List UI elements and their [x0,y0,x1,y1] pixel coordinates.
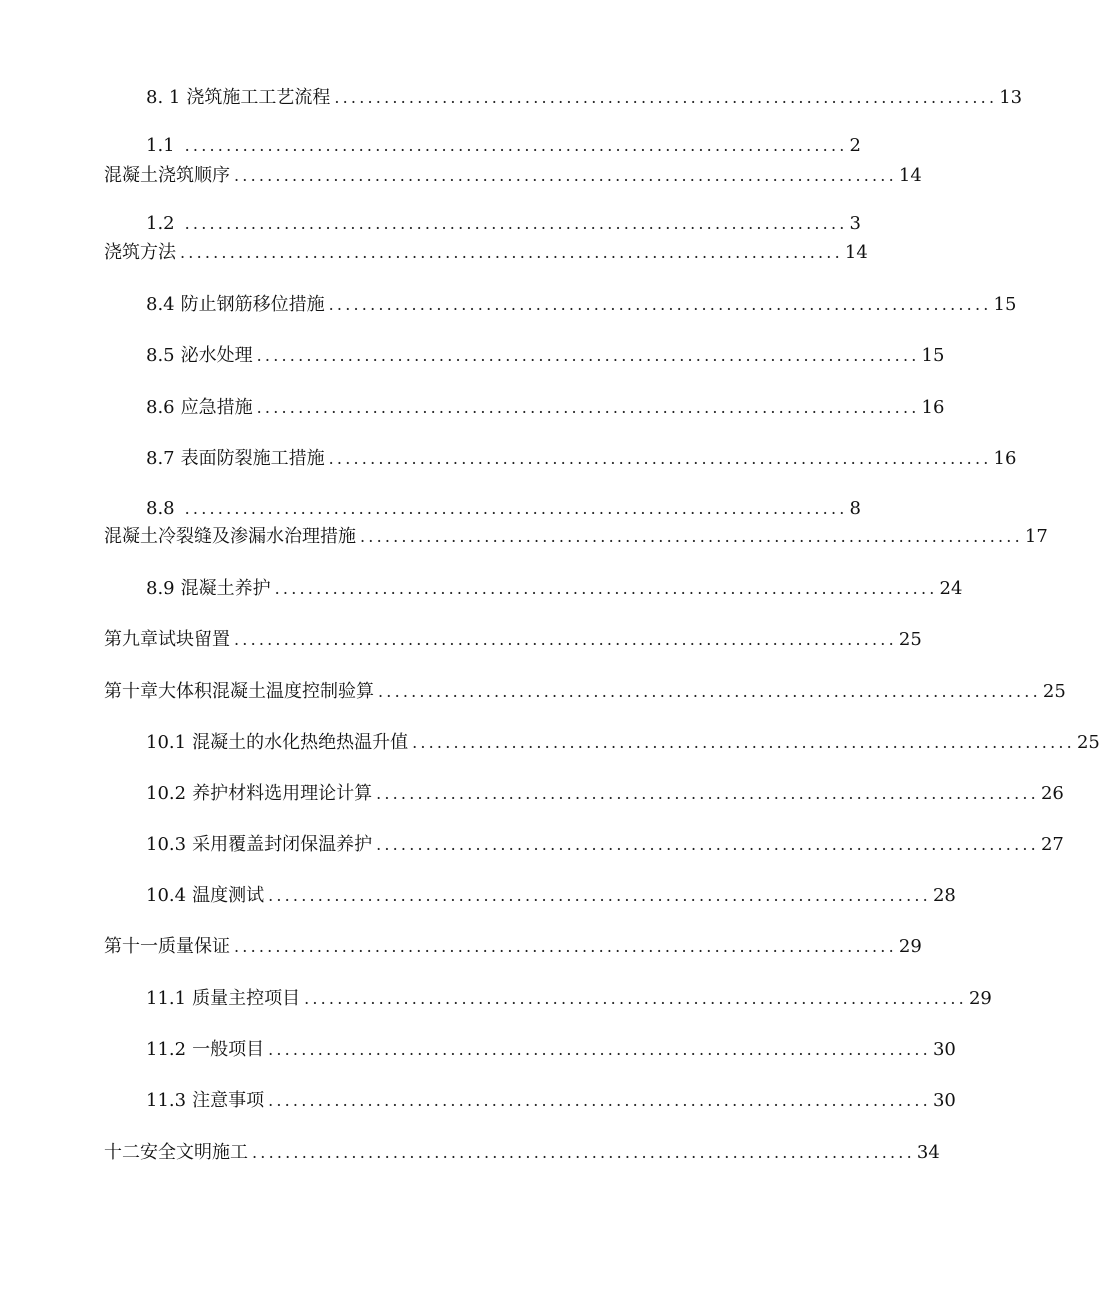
dot-leader: ................................................................................ [252,1143,915,1162]
toc-entry-number: 11.3 [146,1090,187,1111]
toc-entry-number: 10.1 [146,732,187,753]
toc-entry-title: 混凝土冷裂缝及渗漏水治理措施 [104,526,356,547]
toc-entry[interactable] [104,680,1066,704]
toc-entry-page: 13 [999,87,1023,108]
toc-entry-title: 混凝土浇筑顺序 [104,165,230,186]
toc-entry-page: 8 [849,498,861,519]
toc-entry[interactable] [146,833,1064,857]
toc-entry-page: 3 [849,213,861,234]
dot-leader: ................................................................................ [360,527,1023,546]
dot-leader: ................................................................................ [376,835,1039,854]
dot-leader: ................................................................................ [328,295,992,314]
toc-entry[interactable] [104,164,922,188]
toc-entry-number: 10.3 [146,834,187,855]
toc-entry-page: 29 [898,936,922,957]
toc-entry-page: 27 [1040,834,1064,855]
dot-leader: ................................................................................ [412,733,1075,752]
toc-entry-title: 第九章试块留置 [104,629,230,650]
dot-leader: ................................................................................ [274,579,938,598]
toc-entry[interactable] [146,884,956,908]
dot-leader: ................................................................................ [234,937,897,956]
dot-leader: ................................................................................ [268,886,931,905]
toc-entry-title: 第十一质量保证 [104,936,230,957]
toc-entry[interactable] [104,1141,940,1165]
toc-entry[interactable] [146,782,1064,806]
toc-entry-page: 25 [898,629,922,650]
toc-entry-number: 8.7 [146,448,175,469]
toc-entry-number: 8.9 [146,578,175,599]
toc-entry-page: 25 [1042,681,1066,702]
dot-leader: ................................................................................ [184,136,848,155]
toc-entry-title: 浇筑方法 [104,242,176,263]
toc-entry[interactable] [104,525,1048,549]
toc-entry-number: 11.2 [146,1039,187,1060]
toc-entry[interactable] [146,577,963,601]
toc-entry-page: 15 [993,294,1017,315]
toc-entry[interactable] [146,344,945,368]
toc-entry[interactable] [146,987,992,1011]
dot-leader: ................................................................................ [184,499,848,518]
toc-entry-number: 11.1 [146,988,187,1009]
toc-entry-title: 注意事项 [192,1090,265,1111]
toc-entry-title: 应急措施 [180,397,253,418]
dot-leader: ................................................................................ [304,989,967,1008]
dot-leader: ................................................................................ [268,1091,931,1110]
toc-entry-page: 30 [932,1090,956,1111]
toc-entry[interactable] [146,1089,956,1113]
toc-entry[interactable] [146,293,1017,317]
dot-leader: ................................................................................ [184,214,848,233]
dot-leader: ................................................................................ [328,449,992,468]
dot-leader: ................................................................................ [234,166,897,185]
toc-entry[interactable] [146,86,1023,110]
dot-leader: ................................................................................ [378,682,1041,701]
toc-entry-number: 8.8 [146,498,175,519]
toc-entry-title: 防止钢筋移位措施 [180,294,325,315]
toc-entry[interactable] [146,497,861,521]
toc-entry[interactable] [146,212,861,236]
toc-entry-title: 十二安全文明施工 [104,1142,248,1163]
toc-entry-page: 15 [921,345,945,366]
toc-entry-page: 30 [932,1039,956,1060]
toc-entry[interactable] [146,1038,956,1062]
toc-entry-page: 2 [849,135,861,156]
toc-entry-title: 混凝土养护 [180,578,271,599]
toc-entry-page: 17 [1024,526,1048,547]
toc-entry-page: 28 [932,885,956,906]
toc-entry-page: 25 [1076,732,1100,753]
toc-entry-title: 泌水处理 [180,345,253,366]
toc-entry-number: 8.4 [146,294,175,315]
dot-leader: ................................................................................ [268,1040,931,1059]
toc-entry-title: 采用覆盖封闭保温养护 [192,834,373,855]
toc-entry[interactable] [146,396,945,420]
toc-entry-title: 温度测试 [192,885,265,906]
toc-entry[interactable] [146,447,1017,471]
toc-entry[interactable] [104,241,868,265]
toc-entry-title: 浇筑施工工艺流程 [186,87,331,108]
toc-entry-page: 16 [993,448,1017,469]
toc-entry-page: 14 [844,242,868,263]
toc-entry[interactable] [146,134,861,158]
toc-entry-number: 8. 1 [146,87,181,108]
toc-entry-title: 第十章大体积混凝土温度控制验算 [104,681,374,702]
toc-entry-number: 1.2 [146,213,175,234]
toc-entry[interactable] [104,935,922,959]
dot-leader: ................................................................................ [256,398,920,417]
dot-leader: ................................................................................ [376,784,1039,803]
toc-entry-number: 10.4 [146,885,187,906]
toc-entry-title: 表面防裂施工措施 [180,448,325,469]
toc-entry-title: 混凝土的水化热绝热温升值 [192,732,409,753]
toc-entry-page: 26 [1040,783,1064,804]
dot-leader: ................................................................................ [256,346,920,365]
toc-entry-page: 14 [898,165,922,186]
toc-entry-number: 8.6 [146,397,175,418]
toc-entry-number: 10.2 [146,783,187,804]
toc-entry-page: 29 [968,988,992,1009]
dot-leader: ................................................................................ [334,88,998,107]
toc-entry-title: 一般项目 [192,1039,265,1060]
toc-entry-page: 34 [916,1142,940,1163]
toc-entry-page: 16 [921,397,945,418]
dot-leader: ................................................................................ [180,243,843,262]
dot-leader: ................................................................................ [234,630,897,649]
toc-entry-title: 养护材料选用理论计算 [192,783,373,804]
toc-entry-number: 1.1 [146,135,175,156]
toc-entry[interactable] [146,731,1100,755]
toc-entry-title: 质量主控项目 [192,988,301,1009]
toc-entry-page: 24 [939,578,963,599]
toc-entry[interactable] [104,628,922,652]
toc-entry-number: 8.5 [146,345,175,366]
